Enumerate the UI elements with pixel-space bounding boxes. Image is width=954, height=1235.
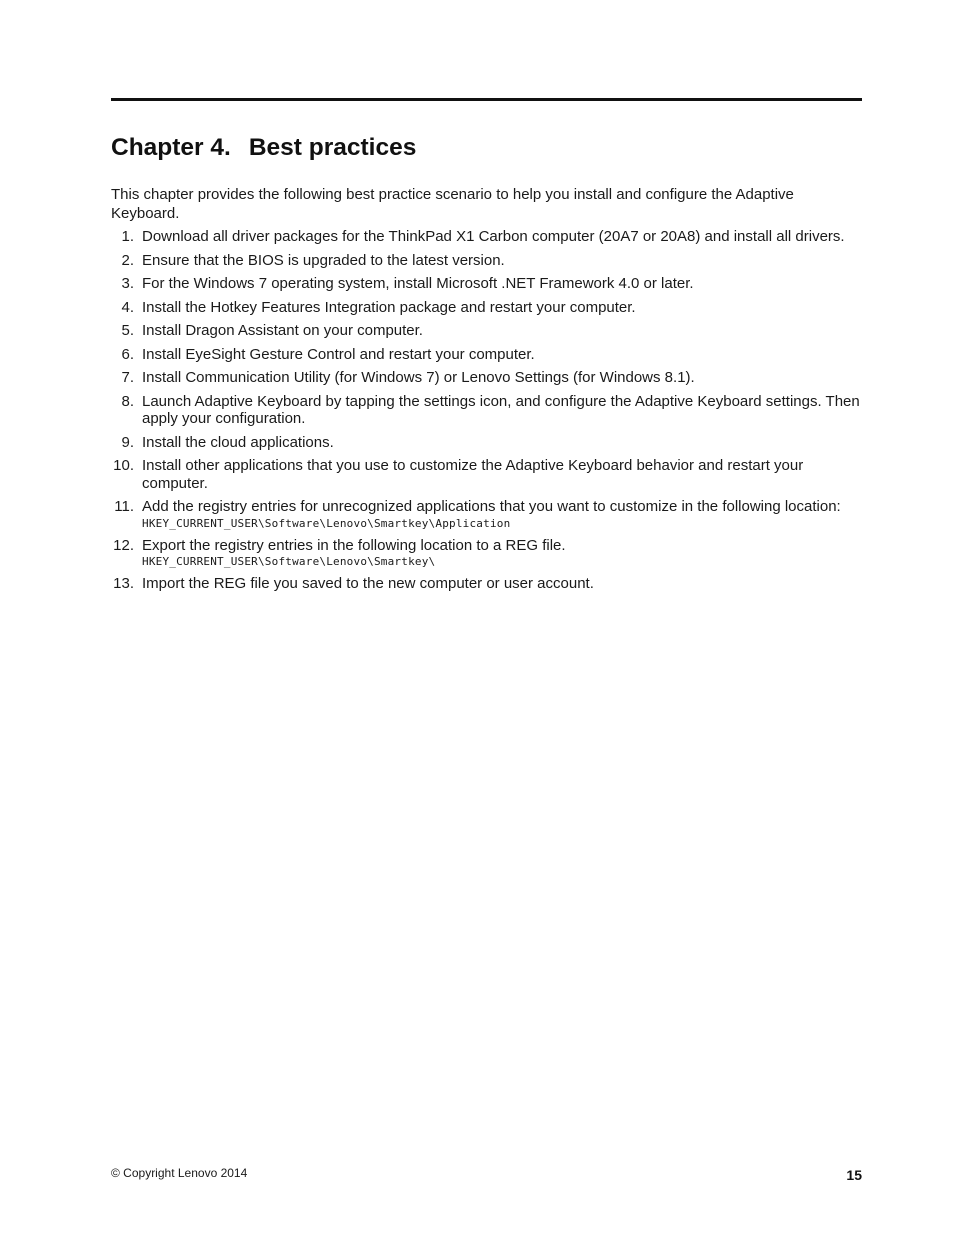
step-text: Import the REG file you saved to the new computer or user account. — [142, 575, 594, 592]
step-item — [111, 537, 863, 570]
footer-copyright: © Copyright Lenovo 2014 — [111, 1166, 248, 1180]
step-text: Export the registry entries in the following location to a REG file. — [142, 536, 566, 554]
step-text: Install other applications that you use to customize the Adaptive Keyboard behavior and restart your computer. — [142, 457, 804, 492]
step-number: 13. — [113, 575, 134, 592]
step-text: Ensure that the BIOS is upgraded to the latest version. — [142, 251, 505, 269]
step-number: 6. — [121, 345, 134, 363]
step-number: 12. — [113, 536, 134, 554]
chapter-title — [111, 134, 416, 162]
chapter-name: Best practices — [248, 134, 417, 161]
step-text: Install Dragon Assistant on your computer. — [142, 322, 423, 339]
step-item — [111, 575, 863, 593]
step-number: 5. — [121, 322, 134, 339]
step-text: Add the registry entries for unrecognized applications that you want to customize in the following location: — [142, 498, 841, 515]
step-item — [111, 275, 863, 293]
intro-paragraph: This chapter provides the following best practice scenario to help you install and configure the Adaptive Keyboard. — [111, 186, 794, 222]
step-text: Download all driver packages for the ThinkPad X1 Carbon computer (20A7 or 20A8) and install all drivers. — [142, 228, 845, 245]
step-number: 11. — [114, 498, 134, 515]
step-text: Launch Adaptive Keyboard by tapping the settings icon, and configure the Adaptive Keyboard settings. Then apply your configuration. — [142, 392, 860, 427]
step-number: 10. — [113, 457, 134, 474]
step-item — [111, 228, 863, 246]
step-text: Install the Hotkey Features Integration package and restart your computer. — [142, 298, 636, 316]
step-item — [111, 299, 863, 317]
registry-path: HKEY_CURRENT_USER\Software\Lenovo\Smartkey\Application — [142, 516, 511, 530]
step-number: 3. — [121, 275, 134, 292]
step-item — [111, 346, 863, 364]
chapter-divider-rule — [111, 98, 862, 101]
page-number: 15 — [846, 1167, 862, 1183]
step-number: 8. — [121, 392, 134, 410]
step-item — [111, 457, 863, 492]
step-number: 4. — [121, 298, 134, 316]
step-item — [111, 393, 863, 428]
registry-path: HKEY_CURRENT_USER\Software\Lenovo\Smartkey\ — [142, 555, 436, 568]
step-number: 1. — [121, 228, 134, 245]
best-practice-steps — [111, 228, 863, 599]
step-number: 7. — [121, 369, 134, 386]
step-item — [111, 498, 863, 531]
chapter-label: Chapter 4. — [111, 134, 231, 161]
step-text: Install EyeSight Gesture Control and restart your computer. — [142, 345, 535, 363]
step-item — [111, 252, 863, 270]
step-text: Install the cloud applications. — [142, 433, 334, 451]
step-item — [111, 434, 863, 452]
step-item — [111, 322, 863, 340]
step-number: 2. — [121, 251, 134, 269]
step-item — [111, 369, 863, 387]
step-text: For the Windows 7 operating system, install Microsoft .NET Framework 4.0 or later. — [142, 275, 694, 292]
step-text: Install Communication Utility (for Windows 7) or Lenovo Settings (for Windows 8.1). — [142, 369, 695, 386]
step-number: 9. — [121, 433, 134, 451]
